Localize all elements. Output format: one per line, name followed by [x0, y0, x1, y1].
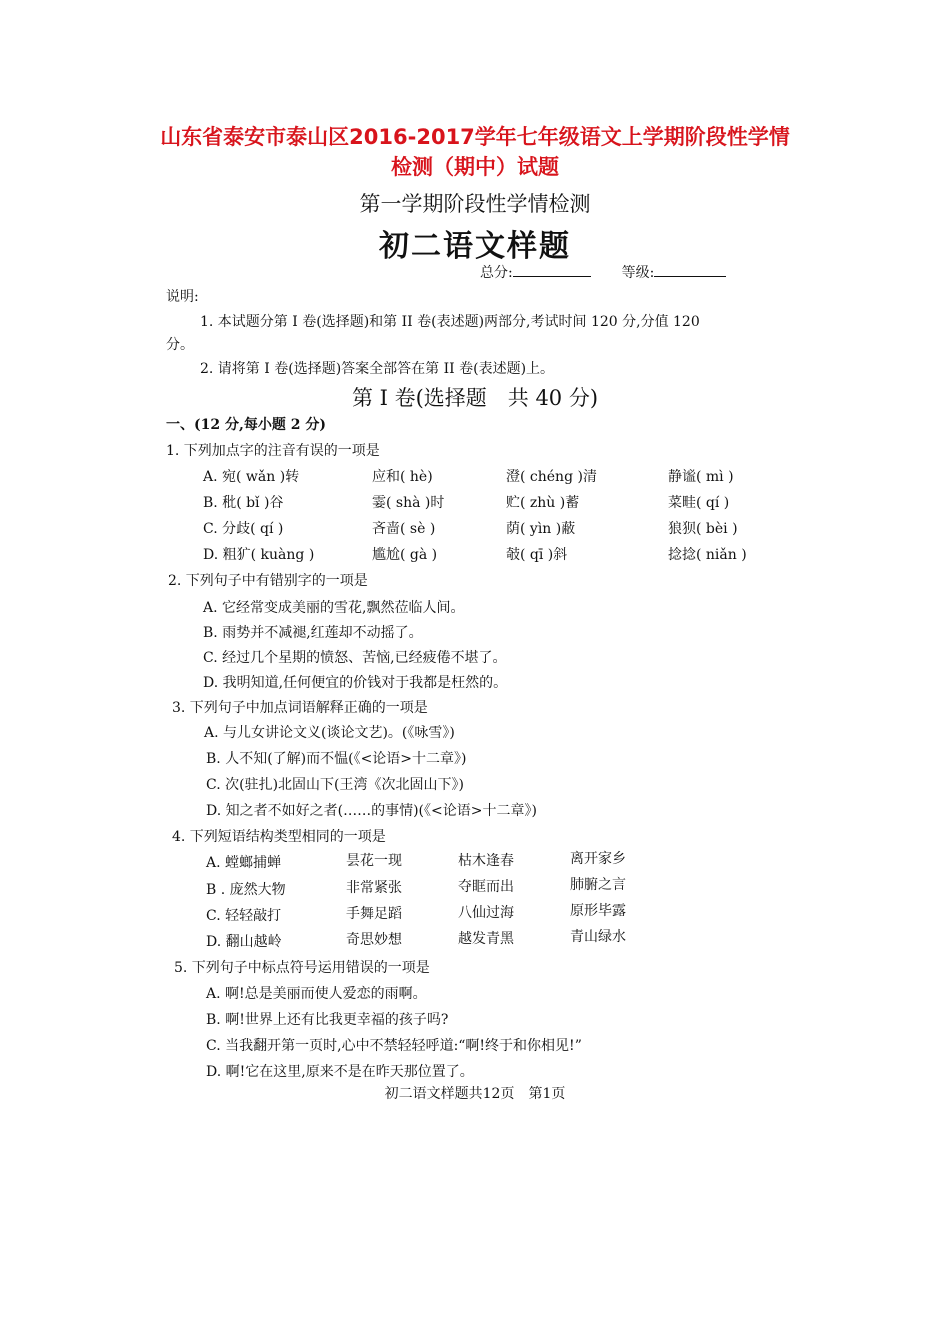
q2-option-a: A. 它经常变成美丽的雪花,飘然莅临人间。 — [203, 600, 465, 616]
q4-option-d-3: 越发青黑 — [458, 931, 514, 947]
q1-option-c-2: 吝啬( sè ) — [372, 521, 436, 537]
document-title-line1: 山东省泰安市泰山区2016-2017学年七年级语文上学期阶段性学情 — [160, 125, 790, 149]
exam-subject-title: 初二语文样题 — [379, 229, 571, 264]
q4-option-a-1: A. 螳螂捕蝉 — [206, 855, 282, 871]
total-score-label: 总分: — [480, 265, 513, 281]
q2-option-b: B. 雨势并不减褪,红莲却不动摇了。 — [203, 625, 423, 641]
instruction-item-2: 2. 请将第 I 卷(选择题)答案全部答在第 II 卷(表述题)上。 — [200, 361, 555, 377]
exam-heading: 第一学期阶段性学情检测 — [359, 192, 591, 216]
q4-option-d-1: D. 翻山越岭 — [206, 934, 282, 950]
q4-option-b-2: 非常紧张 — [346, 880, 402, 896]
page-footer: 初二语文样题共12页 第1页 — [384, 1086, 566, 1102]
q4-option-a-2: 昙花一现 — [346, 853, 402, 869]
question-4-stem: 4. 下列短语结构类型相同的一项是 — [172, 829, 386, 845]
q1-option-c-3: 荫( yìn )蔽 — [506, 521, 576, 537]
question-5-stem: 5. 下列句子中标点符号运用错误的一项是 — [174, 960, 430, 976]
score-line — [480, 262, 726, 282]
q1-option-c-1: C. 分歧( qí ) — [203, 521, 284, 537]
q1-option-b-2: 霎( shà )时 — [372, 495, 445, 511]
grade-blank — [654, 264, 726, 277]
q2-option-d: D. 我明知道,任何便宜的价钱对于我都是枉然的。 — [203, 675, 508, 691]
q3-option-b: B. 人不知(了解)而不愠(《<论语>十二章》) — [206, 751, 467, 767]
q1-option-a-3: 澄( chéng )清 — [506, 469, 597, 485]
q4-option-c-2: 手舞足蹈 — [346, 906, 402, 922]
q4-option-d-2: 奇思妙想 — [346, 932, 402, 948]
q4-option-c-4: 原形毕露 — [570, 903, 626, 919]
question-2-stem: 2. 下列句子中有错别字的一项是 — [168, 573, 368, 589]
section-heading: 第 I 卷(选择题 共 40 分) — [351, 386, 599, 410]
q4-option-b-3: 夺眶而出 — [458, 879, 514, 895]
q5-option-d: D. 啊!它在这里,原来不是在昨天那位置了。 — [206, 1064, 474, 1080]
instruction-item-1-cont: 分。 — [166, 337, 194, 353]
grade-label: 等级: — [621, 265, 655, 281]
q1-option-a-4: 静谧( mì ) — [668, 469, 734, 485]
q4-option-a-3: 枯木逢春 — [458, 853, 514, 869]
q2-option-c: C. 经过几个星期的愤怒、苦恼,已经疲倦不堪了。 — [203, 650, 507, 666]
q4-option-b-4: 肺腑之言 — [570, 877, 626, 893]
q1-option-b-1: B. 秕( bǐ )谷 — [203, 495, 284, 511]
q1-option-d-1: D. 粗犷( kuàng ) — [203, 547, 315, 563]
q4-option-d-4: 青山绿水 — [570, 929, 626, 945]
q5-option-a: A. 啊!总是美丽而使人爱恋的雨啊。 — [206, 986, 427, 1002]
q1-option-b-3: 贮( zhù )蓄 — [506, 495, 580, 511]
q1-option-d-2: 尴尬( gà ) — [372, 547, 438, 563]
q4-option-a-4: 离开家乡 — [570, 851, 626, 867]
q3-option-d: D. 知之者不如好之者(……的事情)(《<论语>十二章》) — [206, 803, 537, 819]
instructions-label: 说明: — [166, 289, 199, 305]
part-heading: 一、(12 分,每小题 2 分) — [166, 417, 326, 433]
document-title — [120, 122, 830, 182]
q3-option-a: A. 与儿女讲论文义(谈论文艺)。(《咏雪》) — [204, 725, 455, 741]
q4-option-c-3: 八仙过海 — [458, 905, 514, 921]
q5-option-b: B. 啊!世界上还有比我更幸福的孩子吗? — [206, 1012, 449, 1028]
q1-option-a-1: A. 宛( wǎn )转 — [203, 469, 300, 485]
question-1-stem: 1. 下列加点字的注音有误的一项是 — [166, 443, 380, 459]
q4-option-c-1: C. 轻轻敲打 — [206, 908, 282, 924]
q1-option-c-4: 狼狈( bèi ) — [668, 521, 738, 537]
q5-option-c: C. 当我翻开第一页时,心中不禁轻轻呼道:“啊!终于和你相见!” — [206, 1038, 582, 1054]
instruction-item-1: 1. 本试题分第 I 卷(选择题)和第 II 卷(表述题)两部分,考试时间 120 分,分值 120 — [200, 314, 700, 330]
q1-option-b-4: 菜畦( qí ) — [668, 495, 730, 511]
q1-option-d-3: 攲( qī )斜 — [506, 547, 568, 563]
q3-option-c: C. 次(驻扎)北固山下(王湾《次北固山下》) — [206, 777, 464, 793]
total-score-blank — [513, 264, 591, 277]
document-title-line2: 检测（期中）试题 — [391, 155, 559, 179]
q4-option-b-1: B . 庞然大物 — [206, 882, 286, 898]
q1-option-a-2: 应和( hè) — [372, 469, 433, 485]
question-3-stem: 3. 下列句子中加点词语解释正确的一项是 — [172, 700, 428, 716]
q1-option-d-4: 捻捻( niǎn ) — [668, 547, 747, 563]
